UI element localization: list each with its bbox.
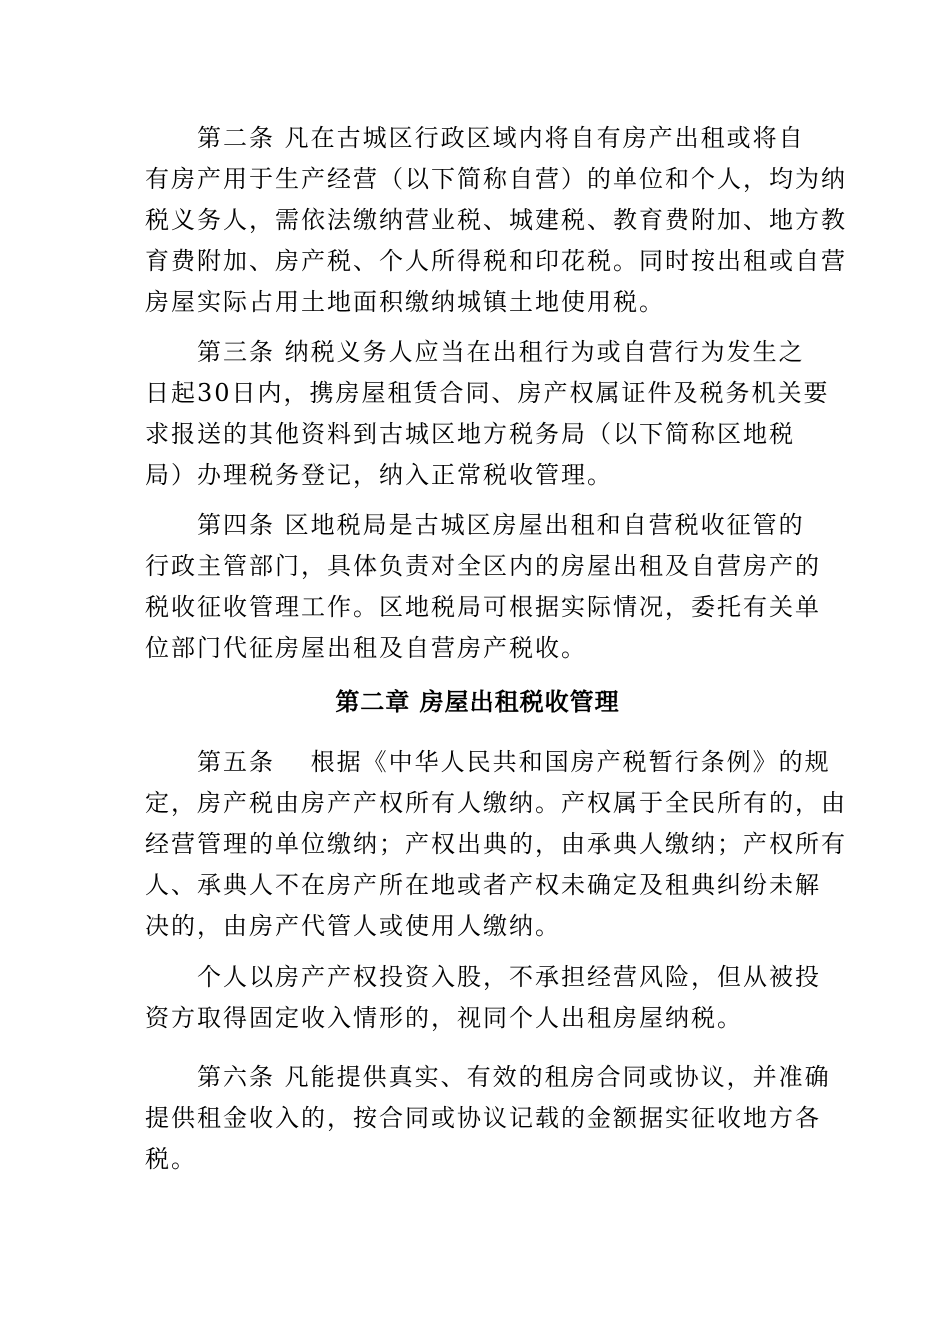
text-line: 决的，由房产代管人或使用人缴纳。 bbox=[145, 912, 561, 940]
article-5-paragraph bbox=[145, 742, 847, 947]
text-line: 个人以房产产权投资入股，不承担经营风险，但从被投 bbox=[197, 963, 821, 991]
text-line: 税。 bbox=[145, 1145, 197, 1173]
text-line: 第二条 凡在古城区行政区域内将自有房产出租或将自 bbox=[197, 124, 805, 152]
text-line: 行政主管部门，具体负责对全区内的房屋出租及自营房产的 bbox=[145, 552, 821, 580]
text-line: 位部门代征房屋出租及自营房产税收。 bbox=[145, 634, 587, 662]
article-2-paragraph bbox=[145, 118, 847, 323]
text-line: 第六条 凡能提供真实、有效的租房合同或协议，并准确 bbox=[197, 1063, 831, 1091]
chapter-heading: 第二章 房屋出租税收管理 bbox=[335, 688, 620, 716]
text-line: 局）办理税务登记，纳入正常税收管理。 bbox=[145, 461, 613, 489]
text-line: 有房产用于生产经营（以下简称自营）的单位和个人，均为纳 bbox=[145, 165, 847, 193]
text-line: 定，房产税由房产产权所有人缴纳。产权属于全民所有的，由 bbox=[145, 789, 847, 817]
article-6-paragraph bbox=[145, 1057, 831, 1180]
text-line: 第四条 区地税局是古城区房屋出租和自营税收征管的 bbox=[197, 511, 805, 539]
text-line: 第五条 根据《中华人民共和国房产税暂行条例》的规 bbox=[197, 748, 831, 776]
text-line: 人、承典人不在房产所在地或者产权未确定及租典纠纷未解 bbox=[145, 871, 821, 899]
article-3-paragraph bbox=[145, 332, 830, 496]
article-4-paragraph bbox=[145, 505, 821, 669]
text-line: 日起30日内，携房屋租赁合同、房产权属证件及税务机关要 bbox=[145, 379, 830, 407]
text-line: 税义务人，需依法缴纳营业税、城建税、教育费附加、地方教 bbox=[145, 206, 847, 234]
article-5-second-paragraph bbox=[145, 957, 821, 1039]
text-line: 求报送的其他资料到古城区地方税务局（以下简称区地税 bbox=[145, 420, 795, 448]
text-line: 经营管理的单位缴纳；产权出典的，由承典人缴纳；产权所有 bbox=[145, 830, 847, 858]
text-line: 资方取得固定收入情形的，视同个人出租房屋纳税。 bbox=[145, 1004, 743, 1032]
text-line: 育费附加、房产税、个人所得税和印花税。同时按出租或自营 bbox=[145, 247, 847, 275]
text-line: 房屋实际占用土地面积缴纳城镇土地使用税。 bbox=[145, 288, 665, 316]
text-line: 第三条 纳税义务人应当在出租行为或自营行为发生之 bbox=[197, 338, 805, 366]
text-line: 税收征收管理工作。区地税局可根据实际情况，委托有关单 bbox=[145, 593, 821, 621]
text-line: 提供租金收入的，按合同或协议记载的金额据实征收地方各 bbox=[145, 1104, 821, 1132]
